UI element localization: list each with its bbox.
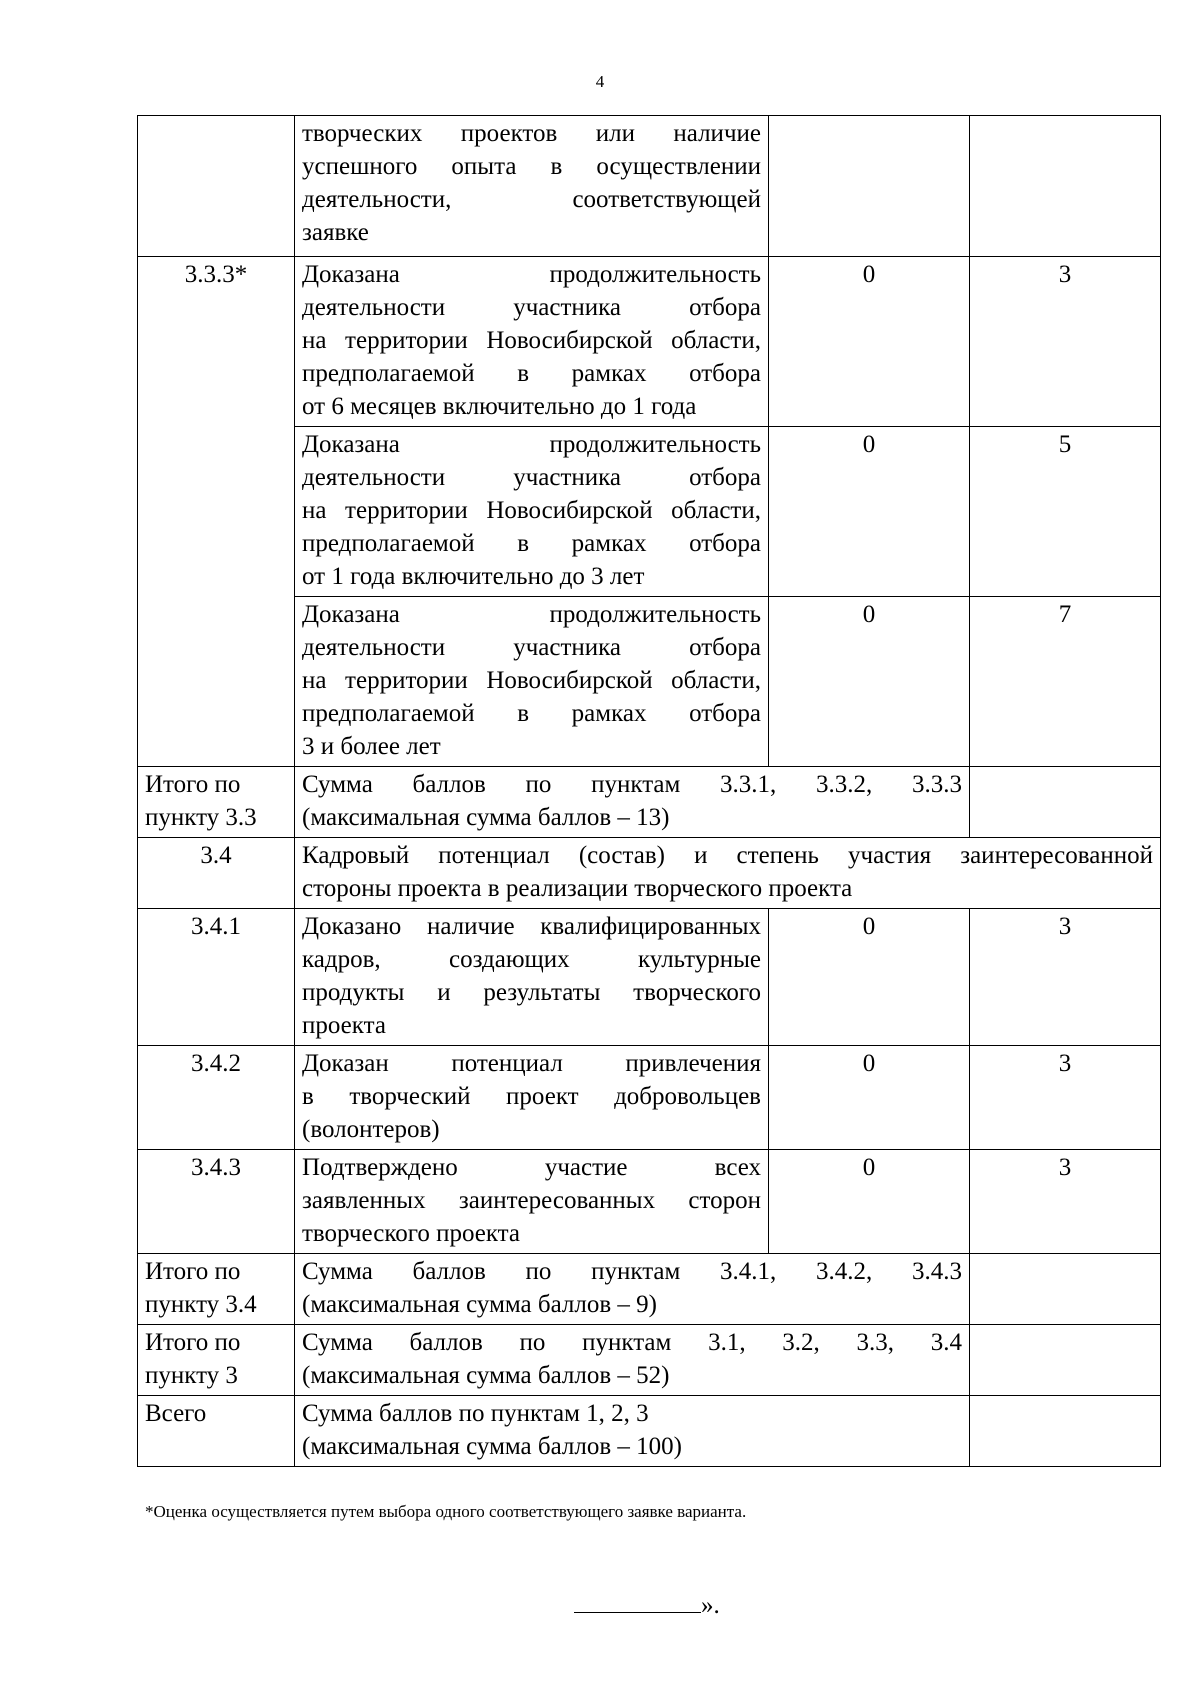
description-line: на территории Новосибирской области, [302,497,761,524]
max-score: 3 [970,257,1161,427]
page-number: 4 [595,72,605,91]
max-score: 3 [970,1046,1161,1150]
criterion-description [295,116,769,257]
table-row [138,116,1161,257]
description-line: Доказана продолжительность [302,431,761,458]
total-description [295,1396,970,1467]
subtotal-row [138,767,1161,838]
max-score: 5 [970,427,1161,597]
description-line: Сумма баллов по пунктам 3.1, 3.2, 3.3, 3.4 [302,1329,962,1356]
min-score: 0 [769,1046,970,1150]
description-line: проекта [302,1012,386,1039]
criterion-code: 3.4.3 [138,1150,295,1254]
description-line: Подтверждено участие всех [302,1154,761,1181]
description-line: (волонтеров) [302,1116,440,1143]
description-line: Доказано наличие квалифицированных [302,913,761,940]
criterion-code: 3.4.2 [138,1046,295,1150]
description-line: продукты и результаты творческого [302,979,761,1006]
max-score: 7 [970,597,1161,767]
max-score: 3 [970,909,1161,1046]
max-score [970,1396,1161,1467]
description-line: деятельности участника отбора [302,294,761,321]
description-line: предполагаемой в рамках отбора [302,360,761,387]
description-line: от 6 месяцев включительно до 1 года [302,393,697,420]
description-line: деятельности участника отбора [302,464,761,491]
section-header-row [138,838,1161,909]
table-row [138,1046,1161,1150]
criterion-code [138,116,295,257]
description-line: на территории Новосибирской области, [302,667,761,694]
description-line: предполагаемой в рамках отбора [302,530,761,557]
subtotal-row [138,1254,1161,1325]
subtotal-label: Итого по пункту 3 [138,1325,295,1396]
criterion-code: 3.4.1 [138,909,295,1046]
section-title [295,838,1161,909]
blank-underline [574,1590,701,1613]
description-line: Кадровый потенциал (состав) и степень участия заинтересованной [302,842,1153,869]
subtotal-description [295,767,970,838]
criterion-description [295,597,769,767]
description-line: заявленных заинтересованных сторон [302,1187,761,1214]
description-line: 3 и более лет [302,733,441,760]
criterion-description [295,257,769,427]
min-score: 0 [769,427,970,597]
min-score: 0 [769,1150,970,1254]
max-score [970,1254,1161,1325]
subtotal-label: Итого по пункту 3.3 [138,767,295,838]
min-score [769,116,970,257]
min-score: 0 [769,257,970,427]
description-line: успешного опыта в осуществлении [302,153,761,180]
description-line: в творческий проект добровольцев [302,1083,761,1110]
description-line: на территории Новосибирской области, [302,327,761,354]
subtotal-description [295,1325,970,1396]
description-line: заявке [302,219,369,246]
subtotal-description [295,1254,970,1325]
total-label: Всего [138,1396,295,1467]
description-line: Доказана продолжительность [302,261,761,288]
max-score [970,767,1161,838]
table-row [138,257,1161,427]
criterion-code: 3.4 [138,838,295,909]
description-line: кадров, создающих культурные [302,946,761,973]
description-line: (максимальная сумма баллов – 9) [302,1291,658,1318]
description-line: предполагаемой в рамках отбора [302,700,761,727]
description-line: Сумма баллов по пунктам 3.3.1, 3.3.2, 3.3.3 [302,771,962,798]
subtotal-label: Итого по пункту 3.4 [138,1254,295,1325]
description-line: Доказан потенциал привлечения [302,1050,761,1077]
description-line: творческого проекта [302,1220,521,1247]
footnote: *Оценка осуществляется путем выбора одного соответствующего заявке варианта. [145,1502,747,1521]
min-score: 0 [769,597,970,767]
description-line: (максимальная сумма баллов – 13) [302,804,670,831]
evaluation-criteria-table [137,115,1161,1467]
table-row [138,1150,1161,1254]
criterion-description [295,909,769,1046]
description-line: стороны проекта в реализации творческого проекта [302,875,853,902]
closing-line [574,1590,720,1620]
description-line: (максимальная сумма баллов – 52) [302,1362,670,1389]
description-line: деятельности участника отбора [302,634,761,661]
description-line: Сумма баллов по пунктам 3.4.1, 3.4.2, 3.4.3 [302,1258,962,1285]
criterion-code: 3.3.3* [138,257,295,767]
min-score: 0 [769,909,970,1046]
description-line: Сумма баллов по пунктам 1, 2, 3 [302,1400,649,1427]
max-score [970,116,1161,257]
criterion-description [295,1046,769,1150]
criterion-description [295,1150,769,1254]
max-score [970,1325,1161,1396]
description-line: Доказана продолжительность [302,601,761,628]
description-line: творческих проектов или наличие [302,120,761,147]
subtotal-row [138,1325,1161,1396]
closing-quote: ». [701,1592,720,1619]
description-line: (максимальная сумма баллов – 100) [302,1433,683,1460]
total-row [138,1396,1161,1467]
table-row [138,909,1161,1046]
description-line: от 1 года включительно до 3 лет [302,563,645,590]
criterion-description [295,427,769,597]
max-score: 3 [970,1150,1161,1254]
description-line: деятельности, соответствующей [302,186,761,213]
